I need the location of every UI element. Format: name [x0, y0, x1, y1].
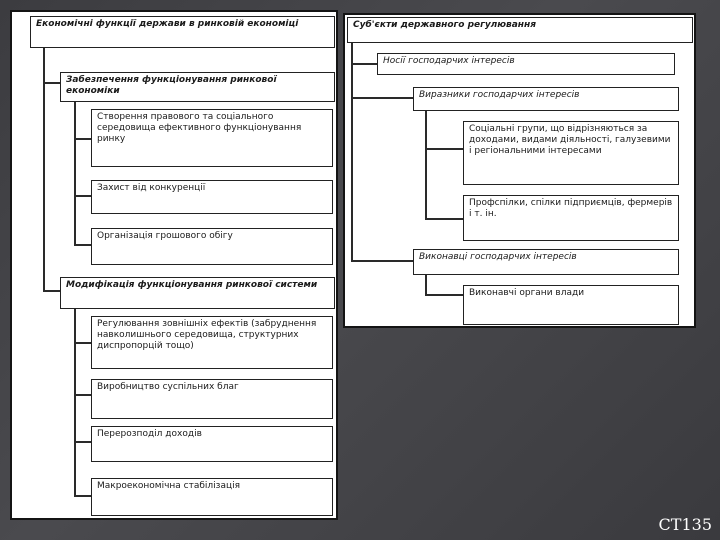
connector [43, 290, 60, 292]
connector [74, 495, 91, 497]
connector [425, 111, 427, 219]
connector [425, 294, 463, 296]
connector [74, 394, 91, 396]
connector [351, 260, 413, 262]
competition-protection-item: Захист від конкуренції [91, 180, 333, 214]
connector [74, 138, 91, 140]
connector [74, 441, 91, 443]
interest-carriers-box: Носії господарчих інтересів [377, 53, 675, 75]
interest-executors-box: Виконавці господарчих інтересів [413, 249, 679, 275]
legal-social-environment-item: Створення правового та соціального середовища ефективного функціонування ринку [91, 109, 333, 167]
right-diagram-panel [343, 13, 696, 328]
executive-authorities-item: Виконавчі органи влади [463, 285, 679, 325]
public-goods-item: Виробництво суспільних благ [91, 379, 333, 419]
connector [351, 97, 413, 99]
group-market-functioning-title: Забезпечення функціонування ринкової економіки [60, 72, 335, 102]
interest-expressers-box: Виразники господарчих інтересів [413, 87, 679, 111]
connector [351, 43, 353, 261]
connector [74, 244, 91, 246]
money-circulation-item: Організація грошового обігу [91, 228, 333, 265]
connector [74, 195, 91, 197]
connector [425, 275, 427, 295]
social-groups-item: Соціальні групи, що відрізняються за доходами, видами діяльності, галузевими і регіональними інтересами [463, 121, 679, 185]
connector [425, 148, 463, 150]
connector [74, 309, 76, 496]
left-diagram-panel [10, 10, 338, 520]
connector [43, 47, 45, 292]
income-redistribution-item: Перерозподіл доходів [91, 426, 333, 462]
connector [425, 218, 463, 220]
slide-footer-label: СТ135 [658, 515, 712, 534]
economic-functions-title: Економічні функції держави в ринковій економіці [30, 16, 335, 48]
connector [43, 82, 60, 84]
unions-item: Профспілки, спілки підприємців, фермерів і т. ін. [463, 195, 679, 241]
group-market-modification-title: Модифікація функціонування ринкової системи [60, 277, 335, 309]
connector [74, 342, 91, 344]
regulation-subjects-title: Суб'єкти державного регулювання [347, 17, 693, 43]
connector [351, 63, 377, 65]
external-effects-item: Регулювання зовнішніх ефектів (забруднення навколишнього середовища, структурних диспропорцій тощо) [91, 316, 333, 369]
connector [74, 102, 76, 245]
macroeconomic-stabilization-item: Макроекономічна стабілізація [91, 478, 333, 516]
